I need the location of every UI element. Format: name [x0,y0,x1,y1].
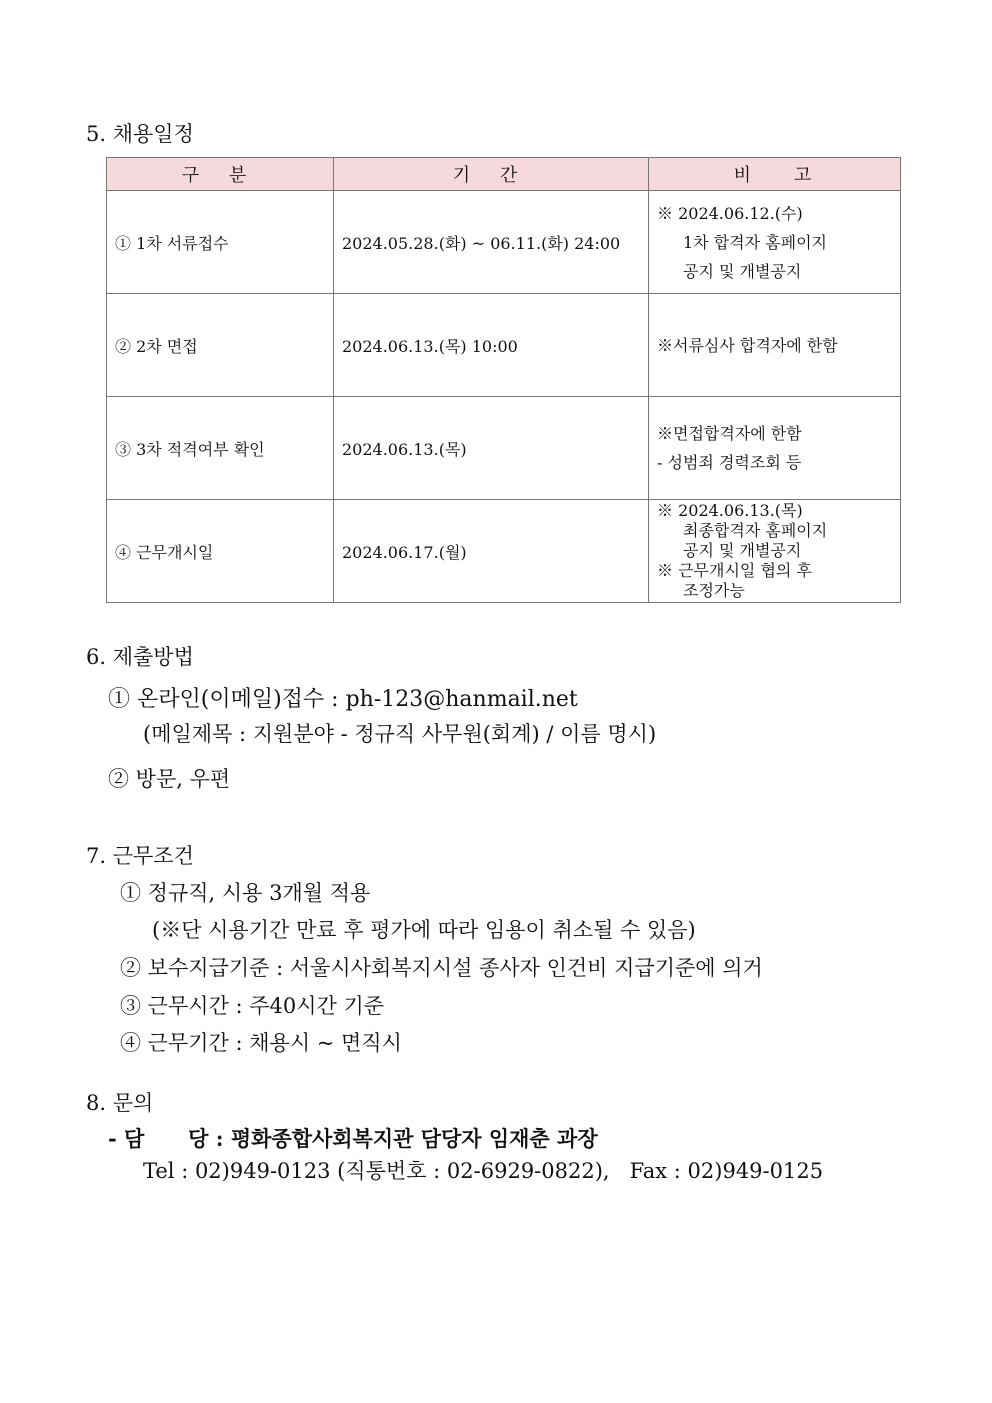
step-cell: ① 1차 서류접수 [107,191,334,294]
table-row [107,191,901,294]
section7-heading: 7. 근무조건 [86,844,194,868]
step-cell: ③ 3차 적격여부 확인 [107,397,334,500]
notes-cell [649,500,901,603]
step-cell: ② 2차 면접 [107,294,334,397]
header-category: 구 분 [107,158,334,191]
condition-item: ② 보수지급기준 : 서울시사회복지시설 종사자 인건비 지급기준에 의거 [120,956,763,980]
notes-cell [649,294,901,397]
contact-phone: Tel : 02)949-0123 (직통번호 : 02-6929-0822), Fax : 02)949-0125 [143,1159,824,1183]
table-row [107,294,901,397]
header-period: 기 간 [334,158,649,191]
period-cell: 2024.06.13.(목) 10:00 [334,294,649,397]
submission-email-note: (메일제목 : 지원분야 - 정규직 사무원(회계) / 이름 명시) [143,722,657,746]
note-line: ※면접합격자에 한함 [657,424,802,443]
notes-cell [649,191,901,294]
period-cell: 2024.06.17.(월) [334,500,649,603]
table-header-row [107,158,901,191]
condition-item: ④ 근무기간 : 채용시 ~ 면직시 [120,1031,402,1055]
section8-heading: 8. 문의 [86,1091,154,1115]
schedule-table [106,157,901,603]
period-cell: 2024.05.28.(화) ~ 06.11.(화) 24:00 [334,191,649,294]
notes-cell [649,397,901,500]
condition-note: (※단 시용기간 만료 후 평가에 따라 임용이 취소될 수 있음) [152,918,696,942]
condition-item: ① 정규직, 시용 3개월 적용 [120,881,371,905]
period-cell: 2024.06.13.(목) [334,397,649,500]
note-line: 공지 및 개별공지 [683,261,802,281]
table-row [107,500,901,603]
contact-person: - 담 당 : 평화종합사회복지관 담당자 임재춘 과장 [108,1126,598,1151]
header-notes: 비 고 [649,158,901,191]
note-line: 1차 합격자 홈페이지 [683,232,827,252]
submission-email: ① 온라인(이메일)접수 : ph-123@hanmail.net [108,687,578,712]
table-row [107,397,901,500]
note-line: ※서류심사 합격자에 한함 [657,335,838,355]
step-cell: ④ 근무개시일 [107,500,334,603]
note-line: ※ 근무개시일 협의 후 [657,561,812,580]
note-line: ※ 2024.06.13.(목) [657,501,803,520]
section6-heading: 6. 제출방법 [86,645,194,669]
condition-item: ③ 근무시간 : 주40시간 기준 [120,994,385,1018]
note-line: ※ 2024.06.12.(수) [657,203,803,223]
note-line: 조정가능 [683,581,745,600]
submission-visit: ② 방문, 우편 [108,767,231,791]
section5-heading: 5. 채용일정 [86,122,194,146]
note-line: 공지 및 개별공지 [683,541,802,560]
note-line: 최종합격자 홈페이지 [683,521,828,540]
note-line: - 성범죄 경력조회 등 [657,453,802,472]
